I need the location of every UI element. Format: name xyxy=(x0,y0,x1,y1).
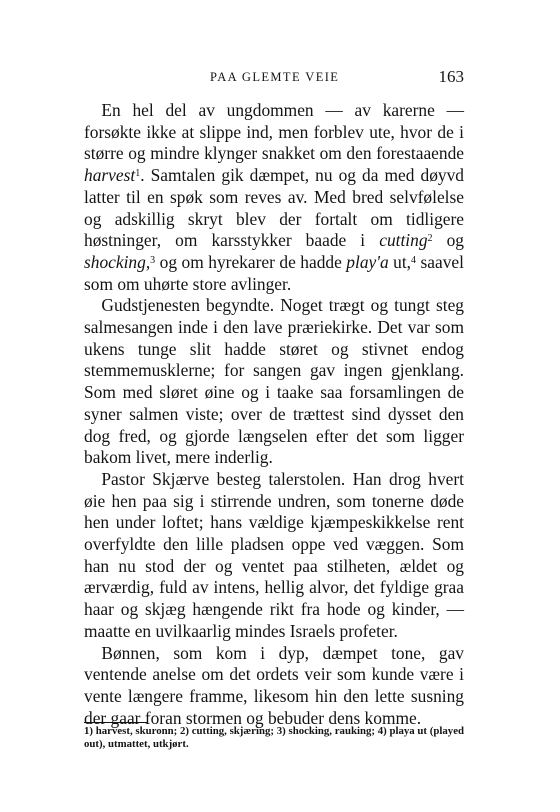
text-run: ut, xyxy=(388,251,412,272)
text-run: saavel som om uhørte store avlinger. xyxy=(84,251,464,294)
italic-term: harvest xyxy=(84,165,136,186)
footnotes xyxy=(84,725,464,750)
text-run: Gudstjenesten begyndte. Noget trægt og tungt steg salmesangen inde i den lave præriekirke. Det var som ukens tunge slit hadde støret og stivnet endog stemmemusklerne; for sangen gav ingen gjenklang. Som med sløret øine og i taake saa forsamlingen de syner salmen viste; over de trættest sind dysset den dog fred, og gjorde længselen efter det som ligger bakom livet, mere inderlig. xyxy=(84,295,464,468)
footnote-marker: 4 xyxy=(411,254,417,266)
footnote-marker: 1 xyxy=(135,168,141,180)
footnote: 1) harvest, skuronn; 2) cutting, skjæring; 3) shocking, rauking; 4) playa ut (played out), utmattet, utkjørt. xyxy=(84,725,464,750)
paragraph xyxy=(84,295,464,469)
italic-term: cutting xyxy=(379,230,428,251)
footnote-marker: 3 xyxy=(150,254,156,266)
footnote-rule xyxy=(84,722,148,723)
running-title: PAA GLEMTE VEIE xyxy=(210,70,340,84)
paragraph xyxy=(84,643,464,730)
paragraph xyxy=(84,100,464,295)
text-run: og om hyrekarer de hadde xyxy=(155,251,347,272)
text-run: Pastor Skjærve besteg talerstolen. Han drog hvert øie hen paa sig i stirrende undren, som tonerne døde hen under loftet; hans vældige kjæmpeskikkelse rent overfyldte den lille pladsen oppe ved væggen. Som han nu stod der og ventet paa stilheten, ældet og ærværdig, fuld av intens, hellig alvor, det fyldige graa haar og skjæg hængende rikt fra hode og kinder, — maatte en uvilkaarlig mindes Israels profeter. xyxy=(84,468,464,641)
text-run: En hel del av ungdommen — av karerne — forsøkte ikke at slippe ind, men forblev ute, hvor de i større og mindre klynger snakket om den forestaaende xyxy=(84,100,464,164)
paragraph xyxy=(84,469,464,643)
body-text xyxy=(84,100,464,729)
italic-term: play'a xyxy=(346,251,389,272)
text-run: og xyxy=(432,230,464,251)
page-number: 163 xyxy=(438,67,464,86)
footnote-marker: 2 xyxy=(427,233,433,245)
text-run: . Samtalen gik dæmpet, nu og da med døyvd latter til en spøk som reves av. Med bred selvfølelse og adskillig skryt blev der fortalt om tidligere høstninger, om karsstykker baade i xyxy=(84,165,464,251)
running-head xyxy=(84,67,464,90)
text-run: Bønnen, som kom i dyp, dæmpet tone, gav ventende anelse om det ordets veir som kunde være i vente længere framme, likesom hin den lette susning der gaar foran stormen og bebuder dens komme. xyxy=(84,642,464,728)
italic-term: shocking, xyxy=(84,251,151,272)
